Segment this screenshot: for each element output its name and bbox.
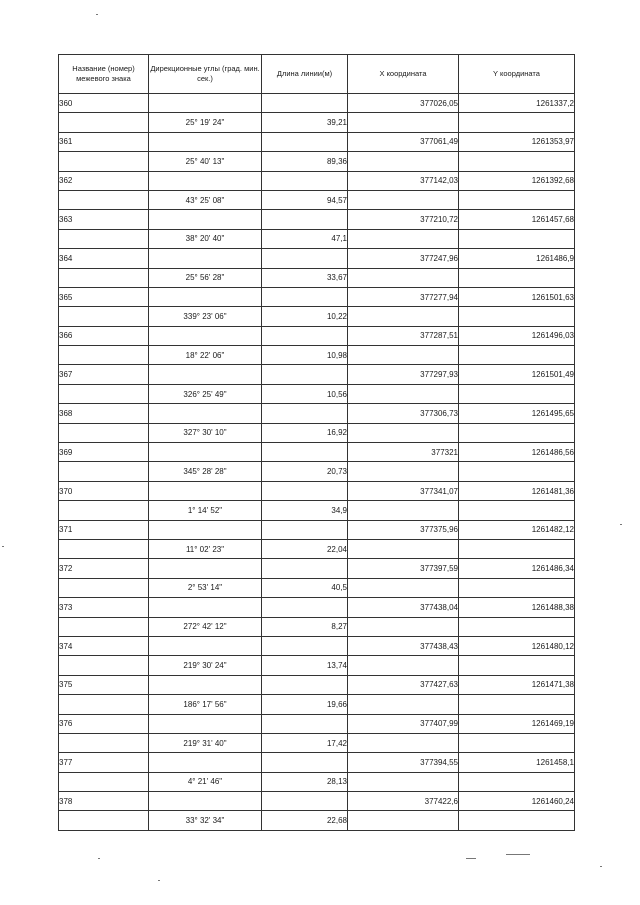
- scan-speck: [620, 524, 622, 525]
- empty-cell: [262, 94, 348, 113]
- point-row: [59, 249, 575, 268]
- direction-angle: 2° 53' 14": [149, 578, 262, 597]
- point-name: 361: [59, 132, 149, 151]
- empty-cell: [59, 423, 149, 442]
- empty-cell: [262, 443, 348, 462]
- empty-cell: [59, 772, 149, 791]
- direction-angle: 18° 22' 06": [149, 346, 262, 365]
- empty-cell: [459, 656, 575, 675]
- point-name: 377: [59, 753, 149, 772]
- segment-row: [59, 423, 575, 442]
- direction-angle: 25° 40' 13": [149, 152, 262, 171]
- x-coordinate: 377297,93: [348, 365, 459, 384]
- y-coordinate: 1261481,36: [459, 481, 575, 500]
- empty-cell: [459, 113, 575, 132]
- empty-cell: [149, 520, 262, 539]
- empty-cell: [348, 384, 459, 403]
- direction-angle: 345° 28' 28": [149, 462, 262, 481]
- point-row: [59, 404, 575, 423]
- point-name: 360: [59, 94, 149, 113]
- empty-cell: [149, 249, 262, 268]
- empty-cell: [459, 539, 575, 558]
- line-length: 22,68: [262, 811, 348, 830]
- x-coordinate: 377247,96: [348, 249, 459, 268]
- point-name: 373: [59, 598, 149, 617]
- line-length: 8,27: [262, 617, 348, 636]
- x-coordinate: 377341,07: [348, 481, 459, 500]
- x-coordinate: 377394,55: [348, 753, 459, 772]
- segment-row: [59, 346, 575, 365]
- y-coordinate: 1261501,49: [459, 365, 575, 384]
- empty-cell: [149, 365, 262, 384]
- point-name: 366: [59, 326, 149, 345]
- point-row: [59, 598, 575, 617]
- line-length: 16,92: [262, 423, 348, 442]
- empty-cell: [459, 695, 575, 714]
- y-coordinate: 1261353,97: [459, 132, 575, 151]
- x-coordinate: 377397,59: [348, 559, 459, 578]
- y-coordinate: 1261496,03: [459, 326, 575, 345]
- empty-cell: [59, 811, 149, 830]
- scan-speck: [466, 858, 476, 859]
- y-coordinate: 1261469,19: [459, 714, 575, 733]
- empty-cell: [348, 656, 459, 675]
- x-coordinate: 377375,96: [348, 520, 459, 539]
- boundary-coordinates-table: [58, 54, 575, 831]
- header-line-length: Длина линии(м): [262, 55, 348, 94]
- empty-cell: [59, 113, 149, 132]
- point-row: [59, 753, 575, 772]
- empty-cell: [59, 346, 149, 365]
- line-length: 40,5: [262, 578, 348, 597]
- segment-row: [59, 733, 575, 752]
- y-coordinate: 1261488,38: [459, 598, 575, 617]
- empty-cell: [149, 171, 262, 190]
- y-coordinate: 1261392,68: [459, 171, 575, 190]
- direction-angle: 327° 30' 10": [149, 423, 262, 442]
- direction-angle: 25° 56' 28": [149, 268, 262, 287]
- header-y-coordinate: Y координата: [459, 55, 575, 94]
- empty-cell: [149, 792, 262, 811]
- empty-cell: [348, 190, 459, 209]
- empty-cell: [59, 384, 149, 403]
- point-name: 370: [59, 481, 149, 500]
- empty-cell: [348, 501, 459, 520]
- table-body: [59, 94, 575, 831]
- point-name: 371: [59, 520, 149, 539]
- point-name: 367: [59, 365, 149, 384]
- segment-row: [59, 578, 575, 597]
- y-coordinate: 1261458,1: [459, 753, 575, 772]
- x-coordinate: 377142,03: [348, 171, 459, 190]
- empty-cell: [459, 384, 575, 403]
- point-name: 363: [59, 210, 149, 229]
- point-name: 374: [59, 636, 149, 655]
- y-coordinate: 1261501,63: [459, 287, 575, 306]
- empty-cell: [262, 636, 348, 655]
- empty-cell: [348, 617, 459, 636]
- empty-cell: [348, 268, 459, 287]
- y-coordinate: 1261337,2: [459, 94, 575, 113]
- segment-row: [59, 190, 575, 209]
- empty-cell: [348, 695, 459, 714]
- empty-cell: [262, 171, 348, 190]
- empty-cell: [59, 617, 149, 636]
- empty-cell: [149, 326, 262, 345]
- point-name: 368: [59, 404, 149, 423]
- y-coordinate: 1261471,38: [459, 675, 575, 694]
- table-header-row: [59, 55, 575, 94]
- direction-angle: 186° 17' 56": [149, 695, 262, 714]
- empty-cell: [262, 249, 348, 268]
- point-row: [59, 792, 575, 811]
- y-coordinate: 1261482,12: [459, 520, 575, 539]
- y-coordinate: 1261460,24: [459, 792, 575, 811]
- segment-row: [59, 772, 575, 791]
- point-row: [59, 287, 575, 306]
- y-coordinate: 1261457,68: [459, 210, 575, 229]
- empty-cell: [149, 443, 262, 462]
- empty-cell: [459, 423, 575, 442]
- line-length: 10,22: [262, 307, 348, 326]
- empty-cell: [59, 695, 149, 714]
- scan-speck: [506, 854, 530, 855]
- empty-cell: [149, 404, 262, 423]
- empty-cell: [348, 811, 459, 830]
- empty-cell: [262, 404, 348, 423]
- empty-cell: [459, 346, 575, 365]
- empty-cell: [348, 229, 459, 248]
- x-coordinate: 377407,99: [348, 714, 459, 733]
- line-length: 94,57: [262, 190, 348, 209]
- segment-row: [59, 268, 575, 287]
- direction-angle: 11° 02' 23": [149, 539, 262, 558]
- empty-cell: [262, 481, 348, 500]
- line-length: 10,98: [262, 346, 348, 365]
- empty-cell: [149, 210, 262, 229]
- empty-cell: [459, 578, 575, 597]
- direction-angle: 4° 21' 46": [149, 772, 262, 791]
- empty-cell: [59, 539, 149, 558]
- empty-cell: [59, 307, 149, 326]
- point-row: [59, 520, 575, 539]
- x-coordinate: 377277,94: [348, 287, 459, 306]
- point-row: [59, 210, 575, 229]
- scan-speck: [2, 546, 4, 547]
- empty-cell: [59, 190, 149, 209]
- line-length: 33,67: [262, 268, 348, 287]
- empty-cell: [262, 792, 348, 811]
- empty-cell: [262, 287, 348, 306]
- empty-cell: [262, 753, 348, 772]
- scan-speck: [158, 880, 160, 881]
- empty-cell: [149, 753, 262, 772]
- empty-cell: [262, 326, 348, 345]
- segment-row: [59, 811, 575, 830]
- empty-cell: [262, 520, 348, 539]
- scan-speck: [98, 858, 100, 859]
- point-row: [59, 636, 575, 655]
- line-length: 19,66: [262, 695, 348, 714]
- empty-cell: [348, 152, 459, 171]
- line-length: 17,42: [262, 733, 348, 752]
- empty-cell: [459, 501, 575, 520]
- empty-cell: [149, 481, 262, 500]
- line-length: 39,21: [262, 113, 348, 132]
- segment-row: [59, 229, 575, 248]
- empty-cell: [149, 559, 262, 578]
- x-coordinate: 377422,6: [348, 792, 459, 811]
- y-coordinate: 1261486,34: [459, 559, 575, 578]
- point-name: 375: [59, 675, 149, 694]
- point-row: [59, 94, 575, 113]
- line-length: 34,9: [262, 501, 348, 520]
- x-coordinate: 377306,73: [348, 404, 459, 423]
- segment-row: [59, 656, 575, 675]
- x-coordinate: 377287,51: [348, 326, 459, 345]
- segment-row: [59, 307, 575, 326]
- x-coordinate: 377438,04: [348, 598, 459, 617]
- y-coordinate: 1261486,9: [459, 249, 575, 268]
- point-name: 364: [59, 249, 149, 268]
- empty-cell: [348, 578, 459, 597]
- empty-cell: [262, 365, 348, 384]
- empty-cell: [149, 287, 262, 306]
- empty-cell: [149, 598, 262, 617]
- empty-cell: [262, 675, 348, 694]
- direction-angle: 33° 32' 34": [149, 811, 262, 830]
- point-row: [59, 171, 575, 190]
- point-name: 376: [59, 714, 149, 733]
- empty-cell: [59, 268, 149, 287]
- empty-cell: [149, 636, 262, 655]
- line-length: 47,1: [262, 229, 348, 248]
- empty-cell: [348, 733, 459, 752]
- segment-row: [59, 539, 575, 558]
- x-coordinate: 377061,49: [348, 132, 459, 151]
- point-row: [59, 326, 575, 345]
- empty-cell: [262, 714, 348, 733]
- empty-cell: [149, 714, 262, 733]
- line-length: 20,73: [262, 462, 348, 481]
- empty-cell: [348, 539, 459, 558]
- empty-cell: [59, 656, 149, 675]
- point-row: [59, 365, 575, 384]
- empty-cell: [149, 675, 262, 694]
- header-point-name: Название (номер) межевого знака: [59, 55, 149, 94]
- segment-row: [59, 501, 575, 520]
- y-coordinate: 1261480,12: [459, 636, 575, 655]
- empty-cell: [459, 733, 575, 752]
- empty-cell: [262, 559, 348, 578]
- segment-row: [59, 695, 575, 714]
- point-row: [59, 675, 575, 694]
- empty-cell: [262, 210, 348, 229]
- empty-cell: [262, 598, 348, 617]
- empty-cell: [348, 423, 459, 442]
- x-coordinate: 377321: [348, 443, 459, 462]
- point-row: [59, 481, 575, 500]
- direction-angle: 219° 31' 40": [149, 733, 262, 752]
- empty-cell: [348, 113, 459, 132]
- x-coordinate: 377438,43: [348, 636, 459, 655]
- header-x-coordinate: X координата: [348, 55, 459, 94]
- point-row: [59, 714, 575, 733]
- empty-cell: [459, 617, 575, 636]
- segment-row: [59, 384, 575, 403]
- empty-cell: [459, 811, 575, 830]
- empty-cell: [59, 152, 149, 171]
- direction-angle: 272° 42' 12": [149, 617, 262, 636]
- direction-angle: 339° 23' 06": [149, 307, 262, 326]
- line-length: 89,36: [262, 152, 348, 171]
- x-coordinate: 377210,72: [348, 210, 459, 229]
- direction-angle: 25° 19' 24": [149, 113, 262, 132]
- empty-cell: [459, 772, 575, 791]
- empty-cell: [348, 346, 459, 365]
- empty-cell: [59, 733, 149, 752]
- header-direction-angle: Дирекционные углы (град. мин. сек.): [149, 55, 262, 94]
- direction-angle: 1° 14' 52": [149, 501, 262, 520]
- empty-cell: [262, 132, 348, 151]
- point-row: [59, 559, 575, 578]
- empty-cell: [149, 94, 262, 113]
- direction-angle: 326° 25' 49": [149, 384, 262, 403]
- empty-cell: [59, 578, 149, 597]
- empty-cell: [459, 307, 575, 326]
- empty-cell: [459, 268, 575, 287]
- scan-speck: [600, 866, 602, 867]
- line-length: 28,13: [262, 772, 348, 791]
- empty-cell: [59, 229, 149, 248]
- direction-angle: 43° 25' 08": [149, 190, 262, 209]
- empty-cell: [459, 462, 575, 481]
- point-row: [59, 132, 575, 151]
- segment-row: [59, 152, 575, 171]
- direction-angle: 219° 30' 24": [149, 656, 262, 675]
- point-name: 372: [59, 559, 149, 578]
- empty-cell: [459, 190, 575, 209]
- x-coordinate: 377427,63: [348, 675, 459, 694]
- empty-cell: [459, 229, 575, 248]
- empty-cell: [149, 132, 262, 151]
- line-length: 22,04: [262, 539, 348, 558]
- empty-cell: [59, 462, 149, 481]
- segment-row: [59, 617, 575, 636]
- segment-row: [59, 113, 575, 132]
- empty-cell: [348, 307, 459, 326]
- point-name: 369: [59, 443, 149, 462]
- empty-cell: [348, 462, 459, 481]
- segment-row: [59, 462, 575, 481]
- direction-angle: 38° 20' 40": [149, 229, 262, 248]
- y-coordinate: 1261495,65: [459, 404, 575, 423]
- point-name: 365: [59, 287, 149, 306]
- line-length: 10,56: [262, 384, 348, 403]
- scan-speck: [96, 14, 98, 15]
- empty-cell: [348, 772, 459, 791]
- point-name: 378: [59, 792, 149, 811]
- x-coordinate: 377026,05: [348, 94, 459, 113]
- point-row: [59, 443, 575, 462]
- line-length: 13,74: [262, 656, 348, 675]
- empty-cell: [459, 152, 575, 171]
- empty-cell: [59, 501, 149, 520]
- y-coordinate: 1261486,56: [459, 443, 575, 462]
- point-name: 362: [59, 171, 149, 190]
